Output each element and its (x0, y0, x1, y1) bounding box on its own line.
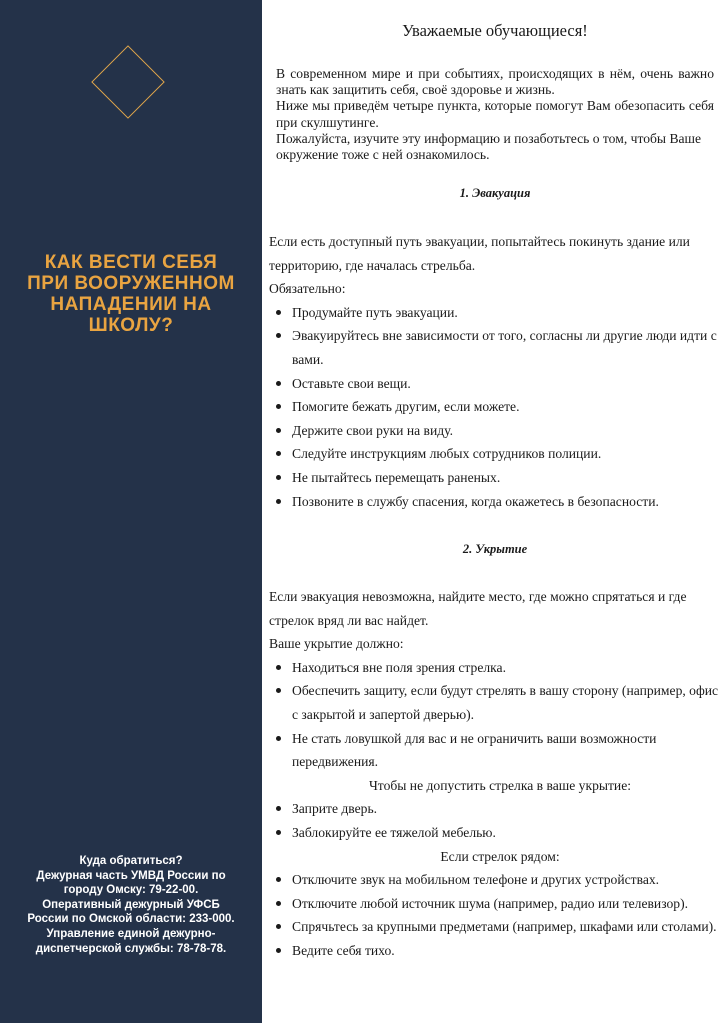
diamond-logo-icon (91, 45, 165, 119)
section-lead: Если эвакуация невозможна, найдите место, где можно спрятаться и где стрелок вряд ли вас найдет. (269, 589, 687, 628)
list-item: Не пытайтесь перемещать раненых. (269, 466, 721, 490)
list-item: Позвоните в службу спасения, когда окажетесь в безопасности. (269, 490, 721, 514)
section-subheading: Обязательно: (269, 281, 346, 297)
shooter-nearby-list (269, 868, 721, 962)
list-item: Ведите себя тихо. (269, 939, 721, 963)
poster-title-line: НАПАДЕНИИ НА (50, 294, 212, 315)
contacts-line: Управление единой дежурно- (46, 927, 216, 940)
list-item: Заприте дверь. (269, 797, 721, 821)
list-item: Эвакуируйтесь вне зависимости от того, согласны ли другие люди идти с вами. (269, 324, 721, 371)
section-subheading: Если стрелок рядом: (440, 848, 560, 864)
contacts-line: Оперативный дежурный УФСБ (42, 898, 220, 911)
shelter-list (269, 656, 721, 774)
section-subheading: Ваше укрытие должно: (269, 636, 404, 652)
list-item: Оставьте свои вещи. (269, 372, 721, 396)
poster-title (0, 252, 262, 336)
list-item: Помогите бежать другим, если можете. (269, 395, 721, 419)
list-item: Обеспечить защиту, если будут стрелять в вашу сторону (например, офис с закрытой и запертой дверью). (269, 679, 721, 726)
list-item: Держите свои руки на виду. (269, 419, 721, 443)
poster-title-line: ПРИ ВООРУЖЕННОМ (27, 273, 235, 294)
sidebar (0, 0, 262, 1023)
contacts-line: городу Омску: 79-22-00. (63, 884, 199, 897)
intro-paragraph: Ниже мы приведём четыре пункта, которые помогут Вам обезопасить себя при скулшутинге. (276, 98, 714, 130)
section-title-evacuation: 1. Эвакуация (459, 186, 531, 200)
contacts-line: диспетчерской службы: 78-78-78. (35, 942, 227, 955)
lock-door-list (269, 797, 721, 844)
list-item: Продумайте путь эвакуации. (269, 301, 721, 325)
list-item: Спрячьтесь за крупными предметами (например, шкафами или столами). (269, 915, 721, 939)
contacts-block (0, 854, 262, 956)
intro-paragraph: В современном мире и при событиях, происходящих в нём, очень важно знать как защитить себя, своё здоровье и жизнь. (276, 66, 714, 98)
section-lead: Если есть доступный путь эвакуации, попытайтесь покинуть здание или территорию, где началась стрельба. (269, 234, 690, 273)
section-evacuation (269, 230, 721, 513)
intro-text (276, 66, 714, 163)
list-item: Отключите звук на мобильном телефоне и других устройствах. (269, 868, 721, 892)
list-item: Не стать ловушкой для вас и не ограничить ваши возможности передвижения. (269, 727, 721, 774)
section-shelter (269, 585, 721, 963)
list-item: Отключите любой источник шума (например, радио или телевизор). (269, 892, 721, 916)
greeting: Уважаемые обучающиеся! (402, 21, 588, 40)
list-item: Следуйте инструкциям любых сотрудников полиции. (269, 442, 721, 466)
contacts-line: Дежурная часть УМВД России по (36, 869, 226, 882)
poster-title-line: ШКОЛУ? (88, 315, 174, 336)
evacuation-list (269, 301, 721, 513)
section-title-shelter: 2. Укрытие (462, 542, 528, 556)
list-item: Находиться вне поля зрения стрелка. (269, 656, 721, 680)
intro-paragraph: Пожалуйста, изучите эту информацию и позаботьтесь о том, чтобы Ваше окружение тоже с ней ознакомилось. (276, 130, 702, 163)
poster-title-line: КАК ВЕСТИ СЕБЯ (44, 252, 218, 273)
list-item: Заблокируйте ее тяжелой мебелью. (269, 821, 721, 845)
section-subheading: Чтобы не допустить стрелка в ваше укрытие: (368, 777, 632, 793)
contacts-heading: Куда обратиться? (79, 855, 183, 867)
contacts-line: России по Омской области: 233-000. (27, 913, 235, 926)
